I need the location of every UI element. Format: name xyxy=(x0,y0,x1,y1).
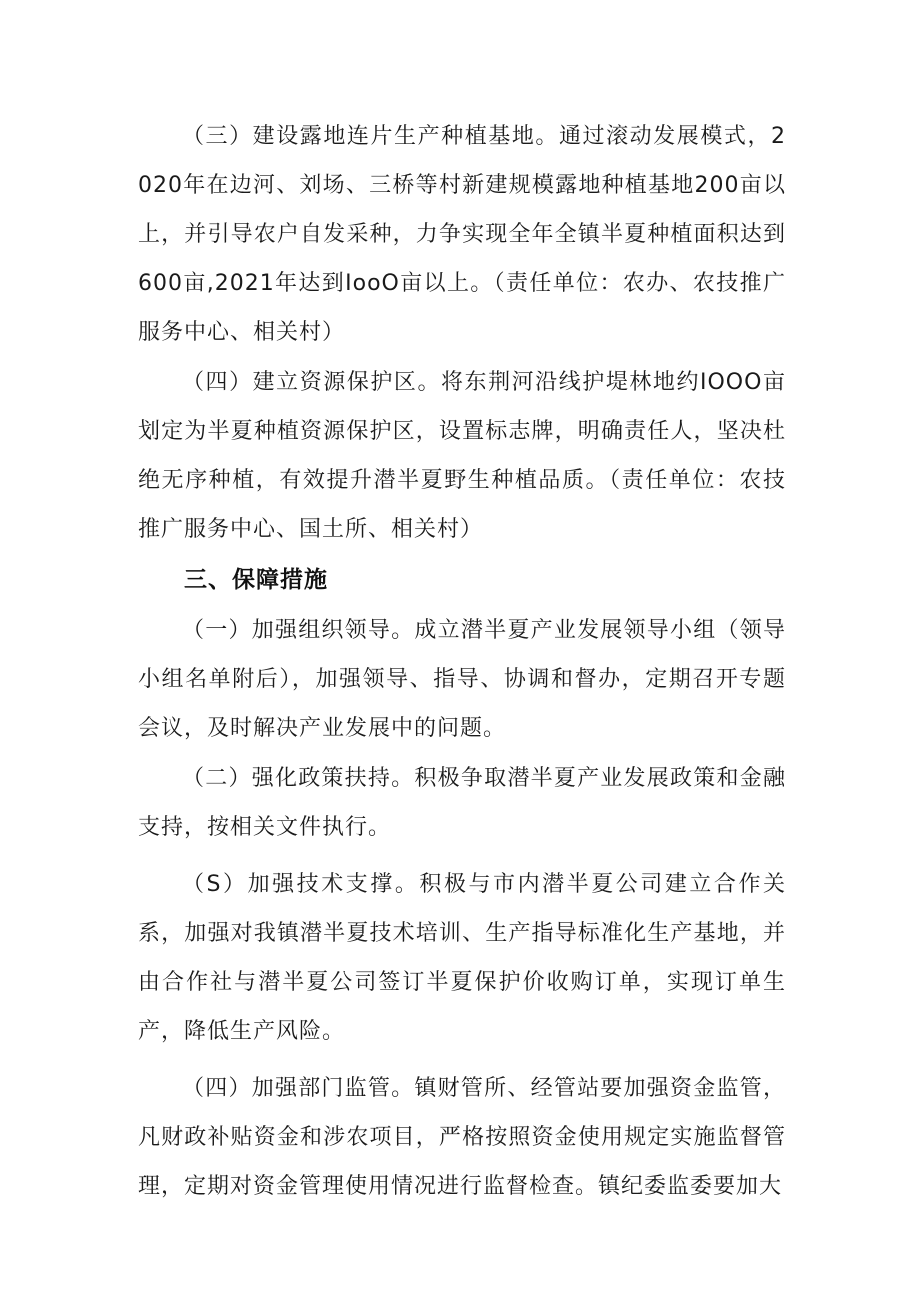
measure-department-supervision: （四）加强部门监管。镇财管所、经管站要加强资金监管，凡财政补贴资金和涉农项目，严格按照资金使用规定实施监督管理，定期对资金管理使用情况进行监督检查。镇纪委监委要加大 xyxy=(138,1076,786,1199)
paragraph-resource-protection-zone: （四）建立资源保护区。将东荆河沿线护堤林地约IOOO亩划定为半夏种植资源保护区，设置标志牌，明确责任人，坚决杜绝无序种植，有效提升潜半夏野生种植品质。（责任单位：农技推广服务中心、国土所、相关村） xyxy=(138,370,786,542)
document-body xyxy=(138,112,786,1211)
measure-policy-support: （二）强化政策扶持。积极争取潜半夏产业发展政策和金融支持，按相关文件执行。 xyxy=(138,766,786,840)
paragraph-open-field-base: （三）建设露地连片生产种植基地。通过滚动发展模式，2020年在边河、刘场、三桥等村新建规模露地种植基地200亩以上，并引导农户自发采种，力争实现全年全镇半夏种植面积达到600亩,2021年达到IooO亩以上。（责任单位：农办、农技推广服务中心、相关村） xyxy=(138,124,786,345)
section-heading-safeguards: 三、保障措施 xyxy=(184,567,328,593)
measure-technical-support: （S）加强技术支撑。积极与市内潜半夏公司建立合作关系，加强对我镇潜半夏技术培训、生产指导标准化生产基地，并由合作社与潜半夏公司签订半夏保护价收购订单，实现订单生产，降低生产风险。 xyxy=(138,872,786,1044)
measure-organization-leadership: （一）加强组织领导。成立潜半夏产业发展领导小组（领导小组名单附后），加强领导、指导、协调和督办，定期召开专题会议，及时解决产业发展中的问题。 xyxy=(138,618,786,741)
